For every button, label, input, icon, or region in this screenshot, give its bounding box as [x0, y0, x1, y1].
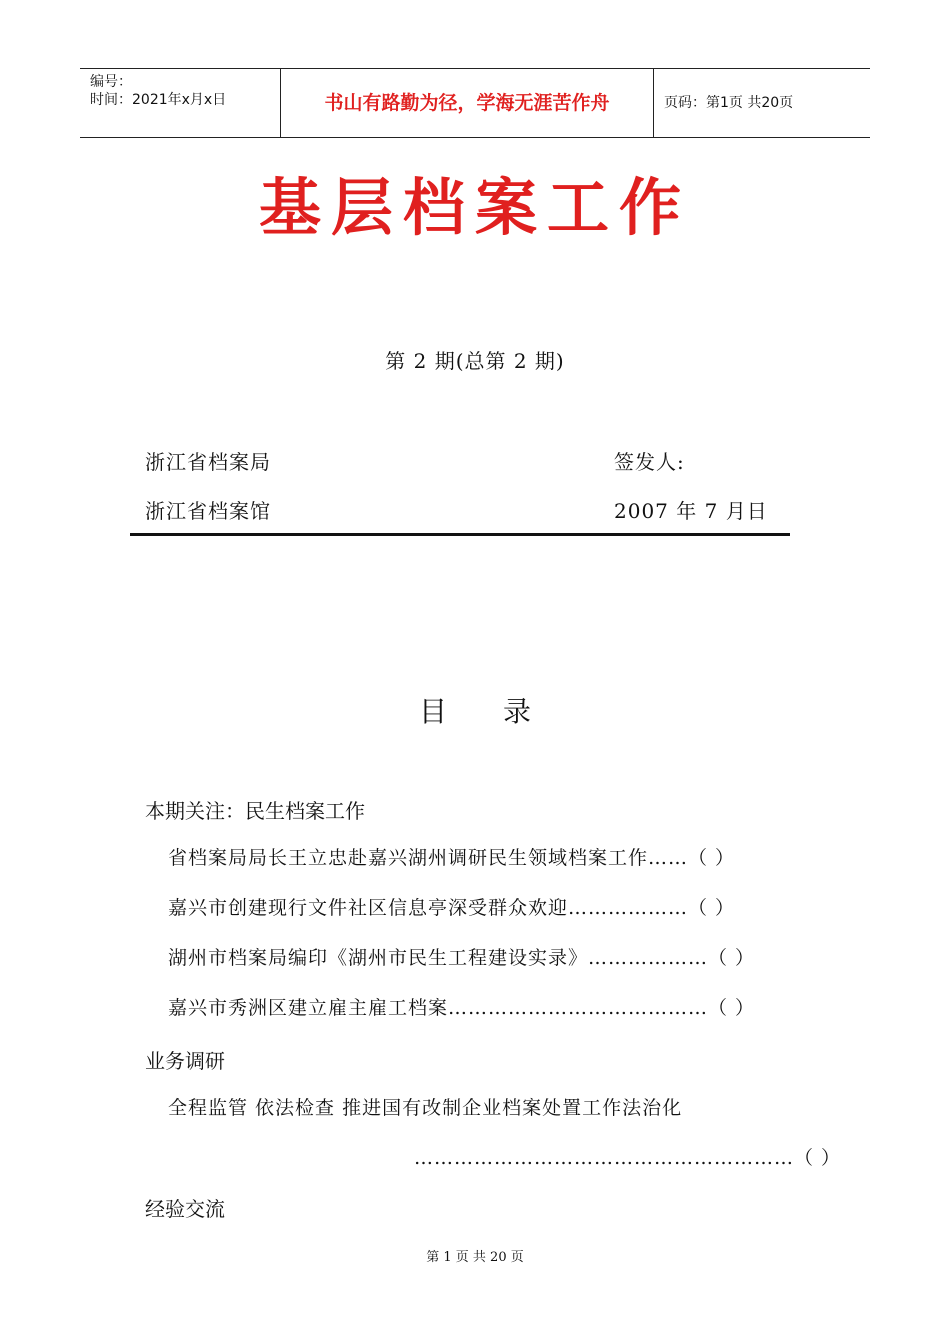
toc-item-continuation[interactable]: …………………………………………………（ ） [414, 1147, 842, 1169]
header-table [80, 68, 870, 138]
issue-number: 第 2 期(总第 2 期) [385, 349, 565, 373]
toc-section-heading: 经验交流 [145, 1197, 225, 1221]
divider-rule [130, 533, 790, 536]
signer-label: 签发人: [614, 450, 685, 474]
issuer-org-2: 浙江省档案馆 [145, 499, 271, 523]
toc-item[interactable]: 湖州市档案局编印《湖州市民生工程建设实录》………………（ ） [168, 947, 756, 969]
toc-section-heading: 业务调研 [145, 1049, 225, 1073]
toc-item[interactable]: 全程监管 依法检查 推进国有改制企业档案处置工作法治化 [168, 1097, 683, 1119]
header-motto: 书山有路勤为径，学海无涯苦作舟 [281, 69, 654, 137]
toc-item[interactable]: 嘉兴市创建现行文件社区信息亭深受群众欢迎………………（ ） [168, 897, 736, 919]
header-meta-cell [80, 69, 281, 137]
issue-date: 2007 年 7 月日 [614, 499, 768, 523]
header-page-info: 页码：第1页 共20页 [664, 95, 794, 111]
number-label: 编号： [90, 74, 132, 90]
toc-item[interactable]: 省档案局局长王立忠赴嘉兴湖州调研民生领域档案工作……（ ） [168, 847, 736, 869]
document-title: 基层档案工作 [258, 171, 691, 244]
issuer-org-1: 浙江省档案局 [145, 450, 271, 474]
toc-title-char-1: 目 [418, 695, 447, 728]
toc-title-char-2: 录 [503, 695, 532, 728]
time-label: 时间：2021年x月x日 [90, 92, 227, 108]
toc-section-heading: 本期关注：民生档案工作 [145, 799, 365, 823]
toc-item[interactable]: 嘉兴市秀洲区建立雇主雇工档案…………………………………（ ） [168, 997, 756, 1019]
page-footer: 第 1 页 共 20 页 [426, 1250, 524, 1265]
toc-title [0, 690, 950, 730]
